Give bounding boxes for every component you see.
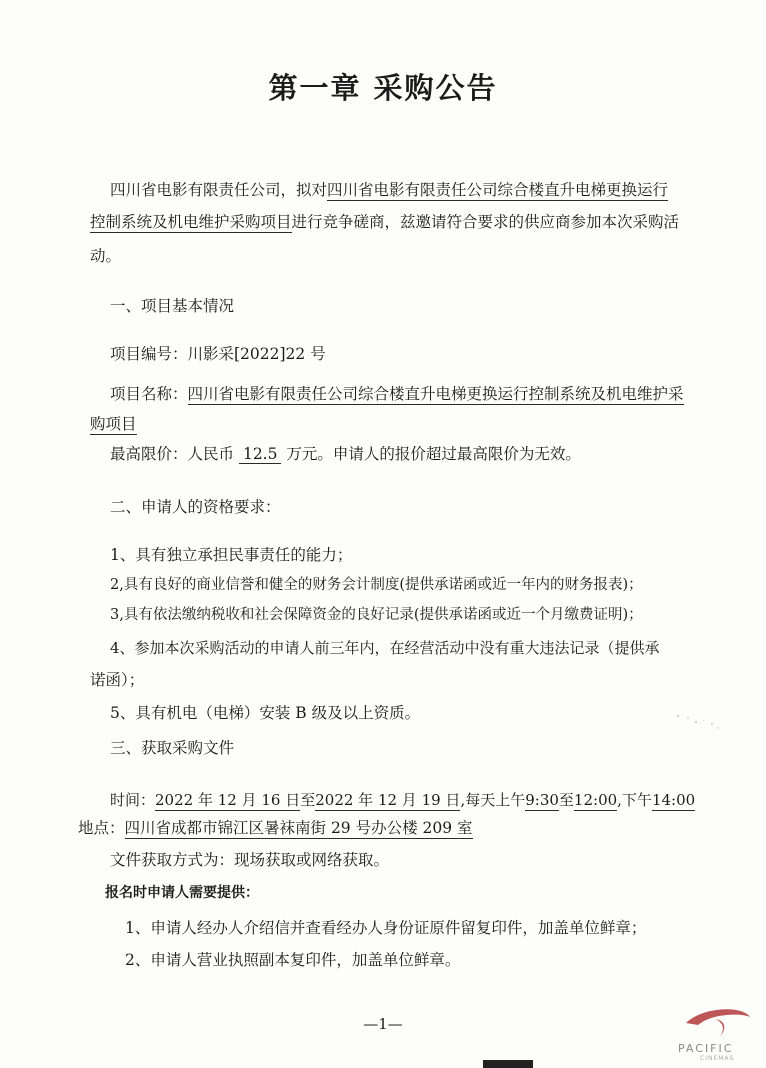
am-end: 12:00 [573,791,618,809]
acquisition-address [78,818,473,838]
provide-item-1: 1、申请人经办人介绍信并查看经办人身份证原件留复印件，加盖单位鲜章； [125,919,647,937]
am-start: 9:30 [525,791,559,809]
intro-line-2 [90,212,679,232]
project-name-label: 项目名称： [110,385,188,403]
address-label: 地点： [78,819,125,837]
time-start: 2022 年 12 月 16 日 [155,791,301,809]
pm-start: 14:00 [651,791,696,809]
daily-label: ,每天上午 [460,791,526,809]
provide-item-2: 2、申请人营业执照副本复印件，加盖单位鲜章。 [125,951,461,969]
requirement-3: 3,具有依法缴纳税收和社会保障资金的良好记录(提供承诺函或近一个月缴费证明)； [110,607,643,623]
scan-noise-dots [674,710,724,734]
section-3-heading: 三、获取采购文件 [110,739,235,757]
time-to: 至 [300,791,316,809]
logo-text: PACIFIC [678,1042,734,1055]
intro-line-3: 动。 [90,247,122,265]
section-1-heading: 一、项目基本情况 [110,297,235,315]
project-name-value: 四川省电影有限责任公司综合楼直升电梯更换运行控制系统及机电维护采 [187,385,684,403]
intro-line-1 [110,180,668,200]
max-price-label: 最高限价：人民币 [110,445,235,463]
acquisition-method: 文件获取方式为：现场获取或网络获取。 [110,851,390,869]
project-name-line-2 [90,414,137,434]
project-name-underlined-cont: 控制系统及机电维护采购项目 [90,213,292,231]
project-name-underlined: 四川省电影有限责任公司综合楼直升电梯更换运行 [327,181,669,199]
requirement-2: 2,具有良好的商业信誉和健全的财务会计制度(提供承诺函或近一年内的财务报表)； [110,577,643,593]
time-to-2: 至 [558,791,574,809]
address-value: 四川省成都市锦江区暑袜南街 29 号办公楼 209 室 [124,819,473,837]
page-title: 第一章 采购公告 [268,71,498,105]
time-label: 时间： [110,791,156,809]
intro-text: 四川省电影有限责任公司，拟对 [110,181,328,199]
project-name-line-1 [110,384,684,404]
max-price-note: 万元。申请人的报价超过最高限价为无效。 [286,445,581,463]
section-2-heading: 二、申请人的资格要求： [110,498,281,516]
logo-subtext: CINEMAS [700,1055,735,1062]
requirement-4-cont: 诺函）； [90,671,145,689]
requirement-5: 5、具有机电（电梯）安装 B 级及以上资质。 [110,704,421,722]
acquisition-time [110,790,695,810]
provide-heading: 报名时申请人需要提供： [105,885,259,901]
pm-label: ,下午 [617,791,652,809]
project-name-value-cont: 购项目 [90,415,137,433]
requirement-4: 4、参加本次采购活动的申请人前三年内，在经营活动中没有重大违法记录（提供承 [110,639,660,657]
requirement-1: 1、具有独立承担民事责任的能力； [110,546,353,564]
page-number: —1— [363,1015,403,1033]
time-end: 2022 年 12 月 19 日 [315,791,461,809]
project-code: 项目编号：川影采[2022]22 号 [110,345,326,363]
scan-edge-mark [483,1060,533,1068]
max-price [110,444,581,464]
intro-text: 进行竞争磋商，兹邀请符合要求的供应商参加本次采购活 [291,213,680,231]
max-price-value: 12.5 [239,445,282,464]
